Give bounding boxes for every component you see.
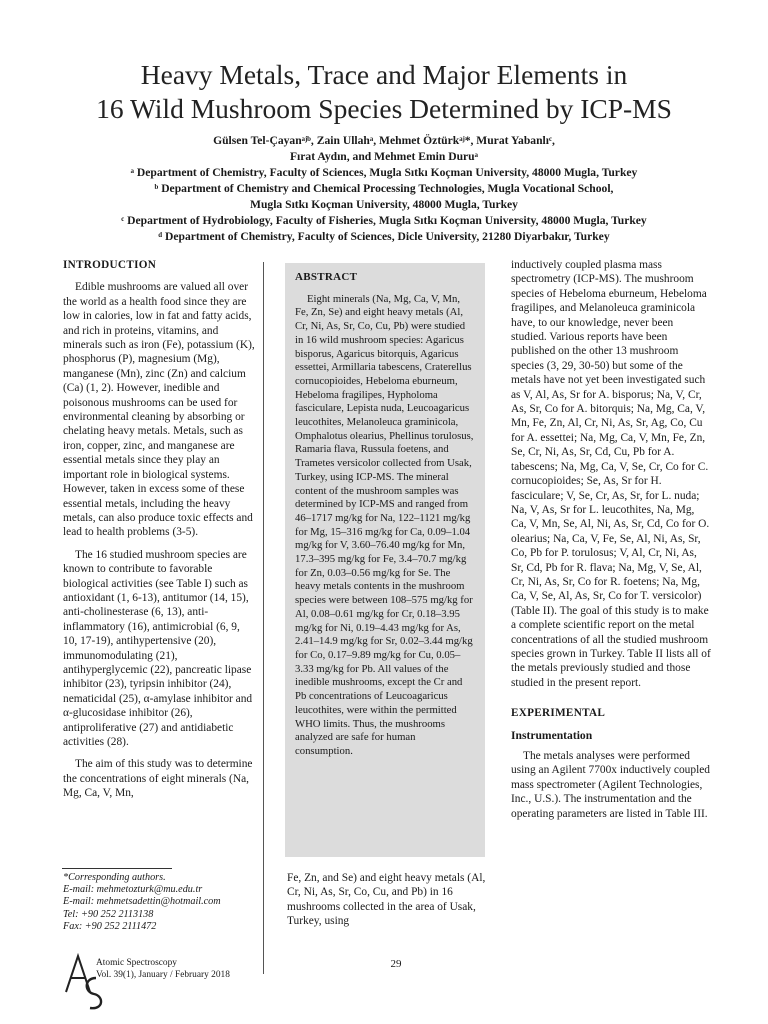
affiliation-a: ᵃ Department of Chemistry, Faculty of Sciences, Mugla Sıtkı Koçman University, 48000 Mugla, Turkey [130, 166, 638, 179]
authors-line-1: Gülsen Tel-Çayanᵃʲᵇ, Zain Ullahᵃ, Mehmet Öztürkᵃʲ*, Murat Yabanlıᶜ, [213, 134, 555, 147]
footnote-rule [62, 868, 172, 869]
right-paragraph-1: inductively coupled plasma mass spectrometry (ICP-MS). The mushroom species of Hebeloma eburneum, Hebeloma fragilipes, and Melanoleuca graminicola have, to our knowledge, never been studied. Various reports have been published on the other 13 mushroom species (3, 29, 30-50) but some of the metals have not yet been investigated such as V, Al, As, Sr for A. bisporus; Na, V, Cr, As, Sr, Co for A. bitorquis; Na, Mg, Ca, V, Mn, Fe, Zn, Al, Cr, Ni, As, Sr, Ag, Co, Cu for A. essettei; Na, Mg, Ca, V, Mn, Fe, Zn, Se, Cr, Ni, As, Sr, Cd, Cu, Pb for A. tabescens; Na, Mg, Ca, V, Se, Cr, Co for C. cornucopioides; Se, As, Sr for H. fasciculare; V, Se, Cr, As, Sr, for L. nuda; Na, V, As, Sr for L. leucothites, Na, Mg, Ca, V, Mn, Se, Al, Ni, As, Sr, Cd, Co for O. olearius; Na, Ca, V, Fe, Se, Al, Ni, As, Sr, Co, Pb for P. torulosus; V, Al, Cr, Ni, As, Sr, Cd, Pb for R. flava; Na, Mg, V, Se, Al, Cr, Ni, As, Sr, Co for R. foetens; Na, Mg, Ca, V, Se, Al, As, Sr, Co for T. versicolor) (Table II). The goal of this study is to make a complete scientific report on the metal concentrations of all the studied mushroom species grown in Turkey. Table II lists all of the metals previously studied and those studied in the present report. [511, 259, 711, 689]
affiliation-c: ᶜ Department of Hydrobiology, Faculty of Fisheries, Mugla Sıtkı Koçman University, 48000 Mugla, Turkey [121, 214, 647, 227]
paper-title [40, 58, 728, 126]
intro-paragraph-2: The 16 studied mushroom species are known to contribute to favorable biological activities (see Table I) such as antioxidant (1, 6-13), antitumor (14, 15), anti-cholinesterase (6, 13), anti-inflammatory (16), antimicrobial (6, 9, 10, 17-19), antihypertensive (20), immunomodulating (21), antihyperglycemic (22), pancreatic lipase inhibitor (23), tyripsin inhibitor (24), nematicidal (25), α-amylase inhibitor and α-glucosidase inhibitor (26), antiproliferative (27) and antidiabetic activities (28). [63, 548, 253, 748]
footnote-fax: Fax: +90 252 2111472 [63, 920, 157, 932]
footnote-line-1: *Corresponding authors. [63, 872, 166, 883]
experimental-heading: EXPERIMENTAL [511, 707, 606, 720]
title-line-2: 16 Wild Mushroom Species Determined by ICP-MS [96, 93, 672, 124]
column-divider [263, 262, 264, 974]
footnote-email-2: E-mail: mehmetsadettin@hotmail.com [63, 896, 221, 908]
intro-paragraph-1: Edible mushrooms are valued all over the world as a health food since they are low in calories, low in fat and fatty acids, and rich in proteins, vitamins, and minerals such as iron (Fe), potassium (K), phosphorus (P), magnesium (Mg), manganese (Mn), zinc (Zn) and calcium (Ca) (1, 2). However, inedible and poisonous mushrooms can be used for environmental cleaning by absorbing or chelating heavy metals. Metals, such as iron, copper, zinc, and manganese are essential metals since they play an important role in biological systems. However, taken in excess some of these essential metals, including the heavy metals, can also produce toxic effects and lead to health problems (3-5). [63, 281, 255, 539]
authors-line-2: Fırat Aydın, and Mehmet Emin Duruᵃ [289, 150, 479, 163]
affiliation-b-cont: Mugla Sıtkı Koçman University, 48000 Mugla, Turkey [250, 198, 518, 211]
journal-name: Atomic Spectroscopy [96, 958, 177, 968]
footnote-email-1: E-mail: mehmetozturk@mu.edu.tr [63, 884, 203, 896]
page-number: 29 [390, 958, 402, 970]
title-line-1: Heavy Metals, Trace and Major Elements in [140, 59, 628, 90]
right-column [511, 258, 711, 829]
instrumentation-heading: Instrumentation [511, 728, 593, 742]
journal-volume: Vol. 39(1), January / February 2018 [96, 970, 230, 980]
correspondence-footnote [63, 872, 263, 933]
affiliation-d: ᵈ Department of Chemistry, Faculty of Sciences, Dicle University, 21280 Diyarbakır, Turkey [158, 230, 610, 243]
middle-column-text [287, 871, 487, 937]
right-paragraph-2: The metals analyses were performed using an Agilent 7700x inductively coupled mass spectrometer (Agilent Technologies, Inc., U.S.). The instrumentation and the operating parameters are listed in Table III. [511, 750, 710, 820]
introduction-heading: INTRODUCTION [63, 259, 157, 271]
affiliation-b: ᵇ Department of Chemistry and Chemical Processing Technologies, Mugla Vocational School, [154, 182, 614, 195]
middle-paragraph: Fe, Zn, and Se) and eight heavy metals (Al, Cr, Ni, As, Sr, Co, Cu, and Pb) in 16 mushrooms collected in the area of Usak, Turkey, using [287, 872, 486, 928]
author-block [40, 133, 728, 245]
abstract-text: Eight minerals (Na, Mg, Ca, V, Mn, Fe, Zn, Se) and eight heavy metals (Al, Cr, Ni, As, Sr, Co, Cu, Pb) were studied in 16 wild mushroom species: Agaricus bisporus, Agaricus bitorquis, Agaricus essettei, Armillaria tabescens, Craterellus cornucopioides, Hebeloma eburneum, Hebeloma fragilipes, Hypholoma fasciculare, Lepista nuda, Leucoagaricus leucothites, Melanoleuca graminicola, Omphalotus olearius, Phellinus torulosus, Ramaria flava, Russula foetens, and Trametes versicolor collected from Usak, Turkey, using ICP-MS. The mineral content of the mushroom samples was determined by ICP-MS and ranged from 46–1717 mg/kg for Na, 122–1121 mg/kg for Mg, 15–316 mg/kg for Ca, 0.09–1.04 mg/kg for V, 3.60–76.40 mg/kg for Mn, 17.3–395 mg/kg for Fe, 3.4–70.7 mg/kg for Zn, 0.03–0.56 mg/kg for Se. The heavy metals contents in the mushroom species were between 108–575 mg/kg for Al, 0.08–0.61 mg/kg for Cr, 0.18–3.95 mg/kg for Ni, 0.19–4.43 mg/kg for As, 2.41–14.9 mg/kg for Sr, 0.02–3.44 mg/kg for Co, 0.17–9.89 mg/kg for Cu, 0.05–3.33 mg/kg for Pb. All values of the inedible mushrooms, except the Cr and Pb concentrations of Leucoagaricus leucothites, were within the permitted WHO limits. Thus, the mushrooms analyzed are safe for human consumption. [295, 292, 474, 757]
abstract-heading: ABSTRACT [295, 271, 358, 283]
journal-info [96, 957, 230, 981]
introduction-column [63, 258, 255, 809]
footnote-tel: Tel: +90 252 2113138 [63, 908, 154, 920]
abstract-box [285, 263, 485, 857]
intro-paragraph-3: The aim of this study was to determine the concentrations of eight minerals (Na, Mg, Ca, V, Mn, [63, 758, 253, 800]
